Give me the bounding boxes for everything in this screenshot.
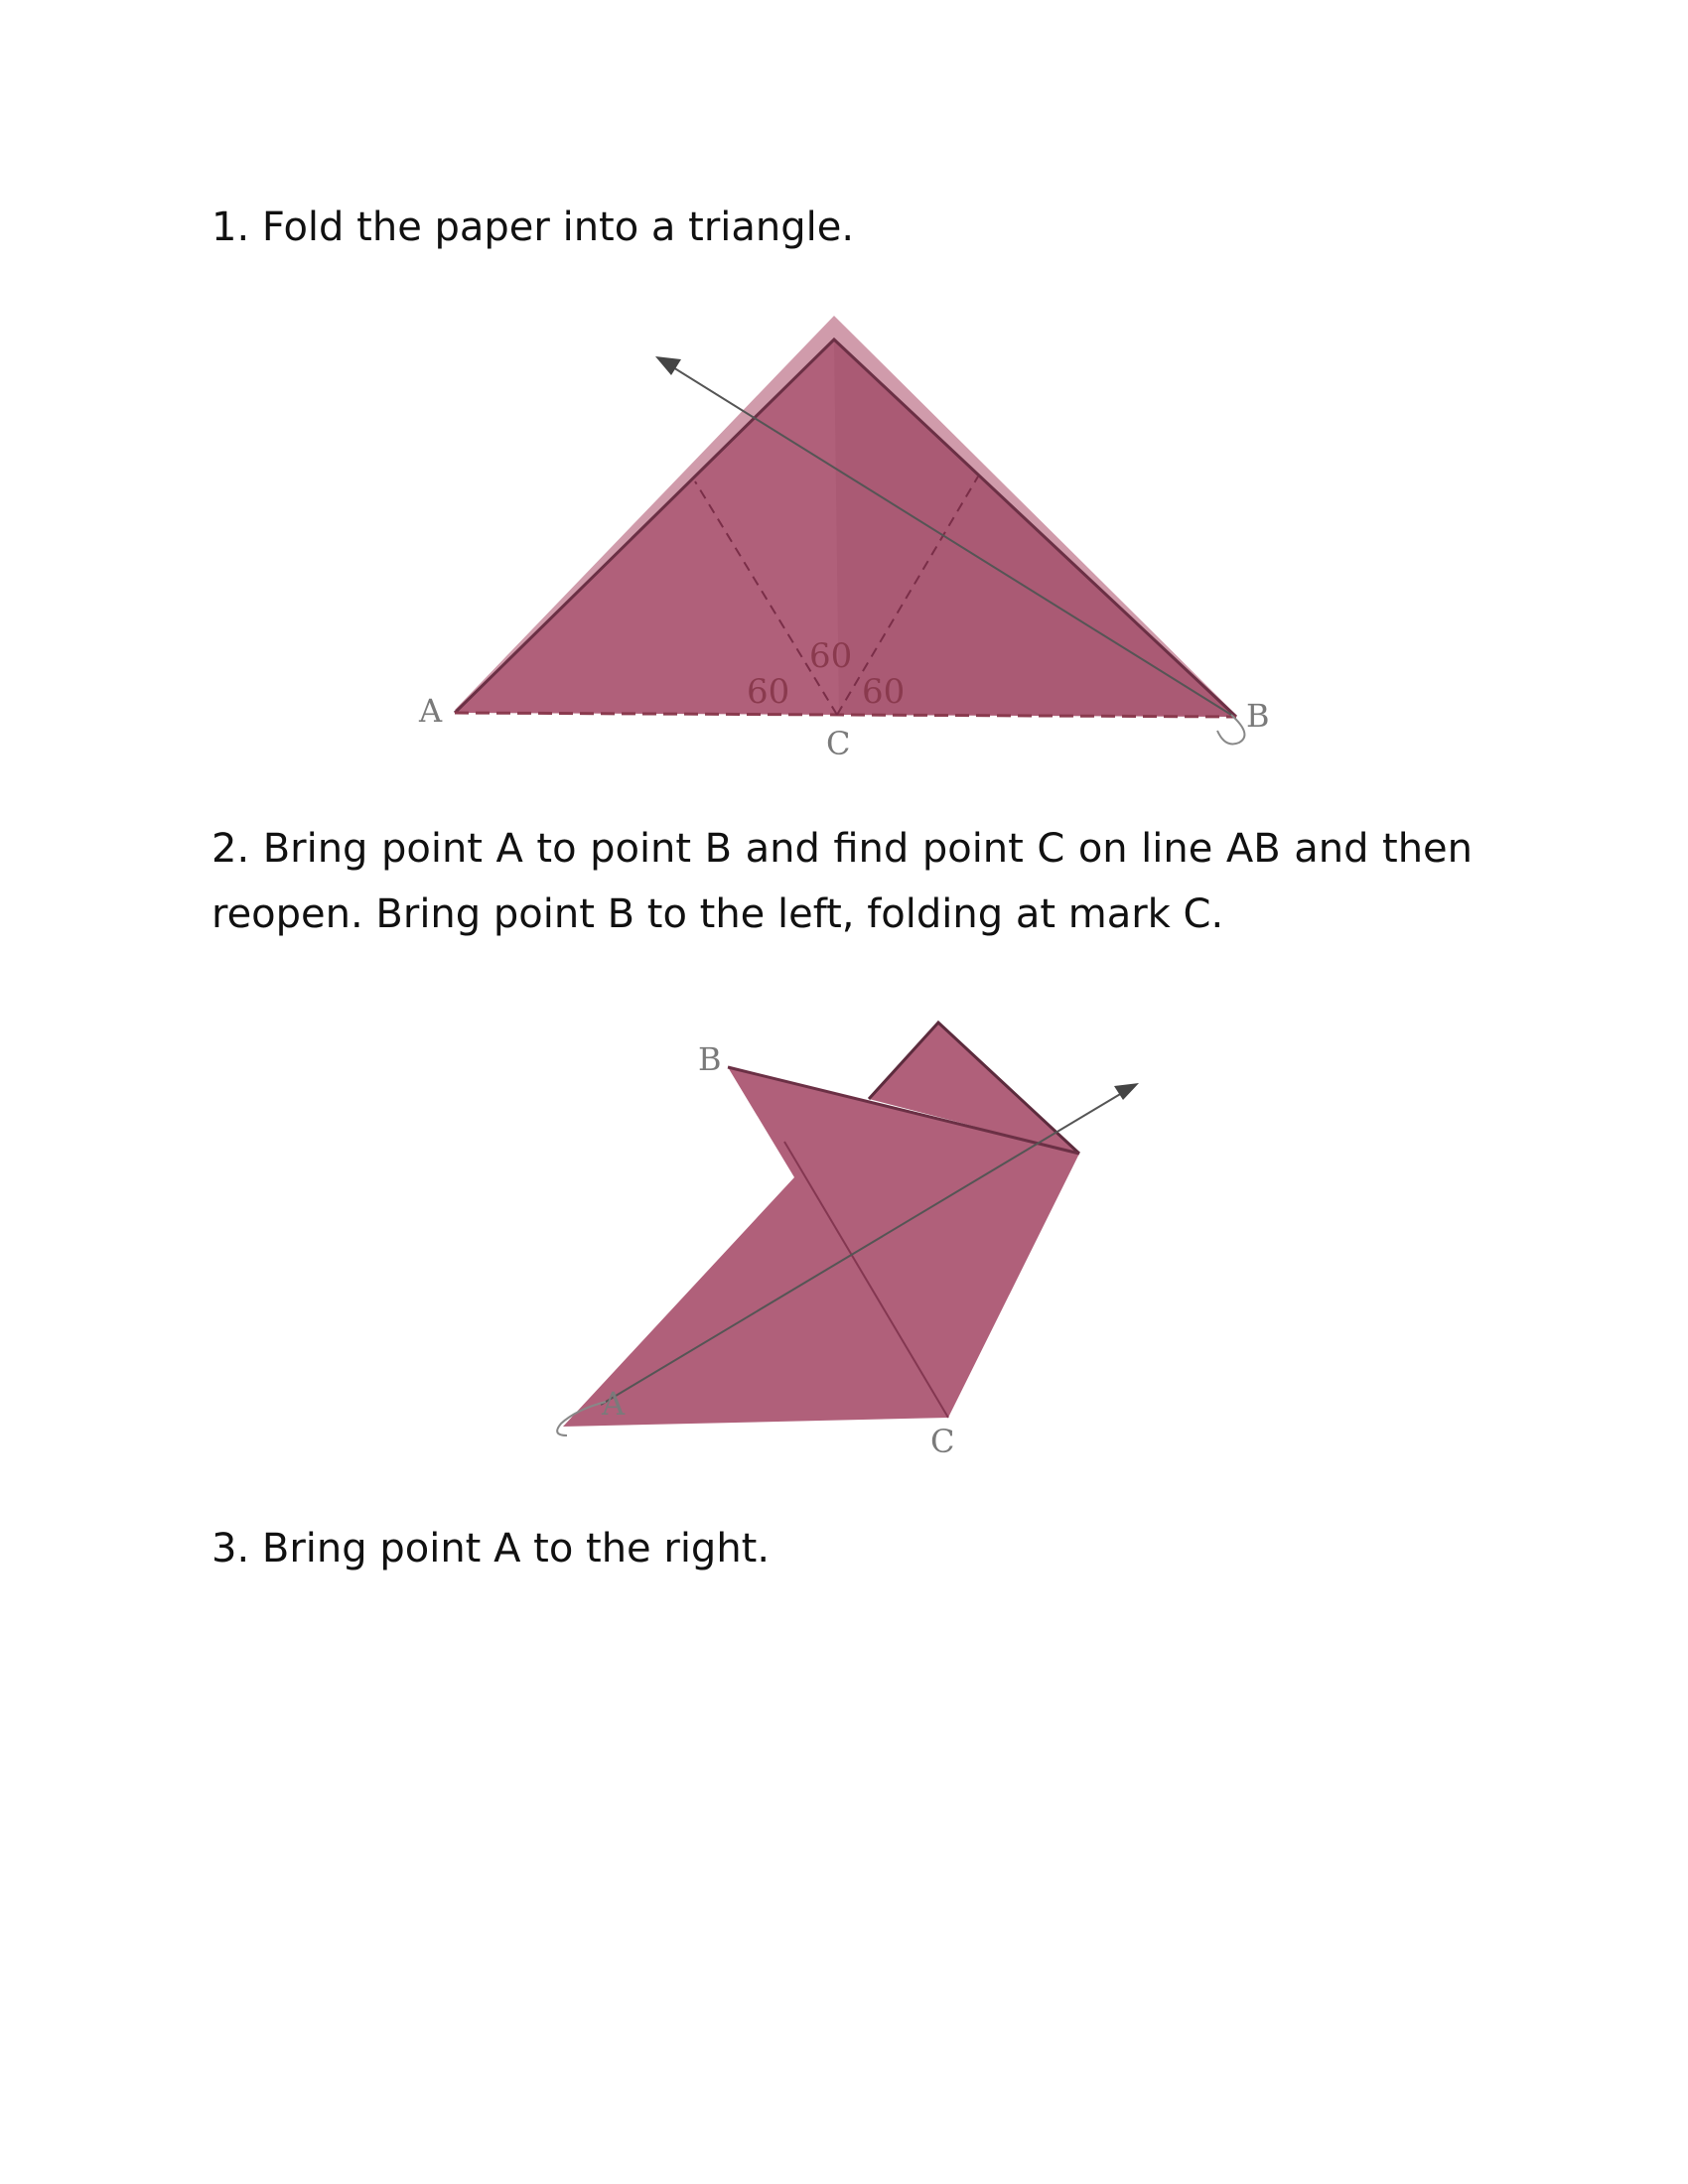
fold-loop — [1217, 715, 1244, 745]
point-label-b: B — [1246, 697, 1270, 735]
step-3-instruction: 3. Bring point A to the right. — [211, 1526, 771, 1571]
point-label-c: C — [826, 725, 851, 762]
step-1-instruction: 1. Fold the paper into a triangle. — [211, 205, 855, 250]
angle-label-left: 60 — [747, 672, 790, 712]
triangle-fold-illustration — [0, 298, 1688, 774]
step-2-instruction: 2. Bring point A to point B and find point C on line AB and then reopen. Bring point B to the left, folding at mark C. — [211, 826, 1473, 937]
angle-label-top: 60 — [809, 636, 853, 676]
folded-shape-illustration — [0, 1013, 1688, 1469]
point-label-a: A — [602, 1385, 626, 1423]
point-label-b: B — [698, 1040, 722, 1078]
step-1-diagram — [0, 298, 1688, 774]
step-2-diagram — [0, 1013, 1688, 1469]
point-label-c: C — [930, 1423, 955, 1460]
fold-arrow-head — [655, 356, 681, 375]
fold-arrow-head — [1114, 1083, 1139, 1100]
point-label-a: A — [419, 692, 443, 730]
angle-label-right: 60 — [862, 672, 906, 712]
